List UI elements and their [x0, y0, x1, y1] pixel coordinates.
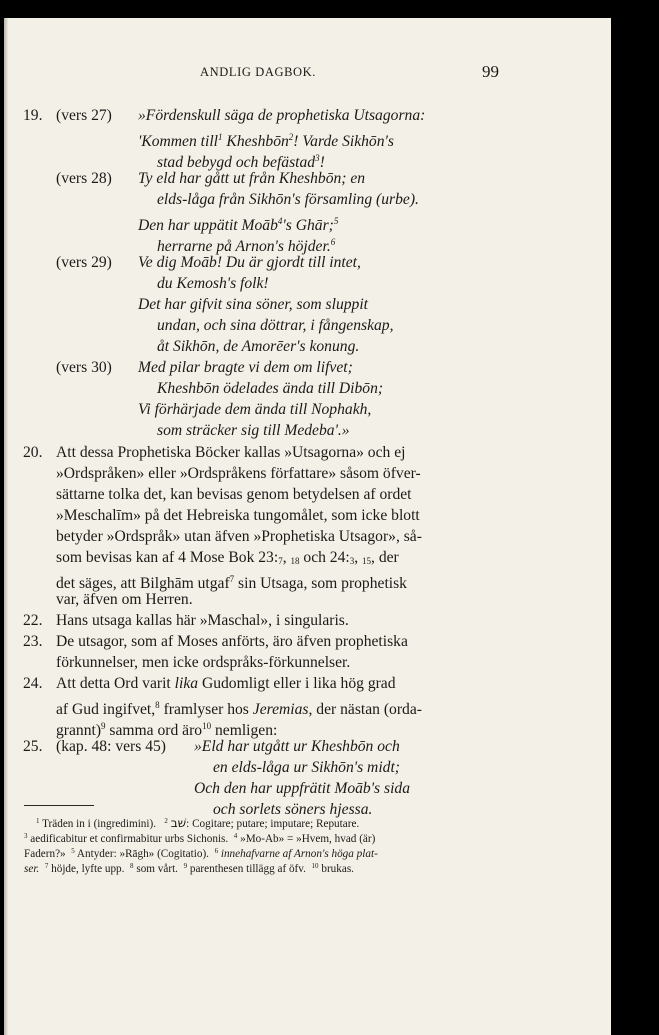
- verse-line: Ve dig Moāb! Du är gjordt till intet,: [138, 254, 361, 271]
- paragraph-line: Att dessa Prophetiska Böcker kallas »Utsagorna» och ej: [56, 444, 406, 461]
- entry-number: 20.: [23, 444, 43, 461]
- footnote-line: Fadern?» $^5$ Antyder: »Rāgh» (Cogitatio). $^6$ innehafvarne af Arnon's höga plat-: [24, 847, 378, 860]
- paragraph-line: Att detta Ord varit lika Gudomligt eller i lika hög grad: [56, 675, 396, 692]
- verse-line: åt Sikhōn, de Amorēer's konung.: [157, 338, 360, 355]
- page-number: 99: [482, 62, 499, 81]
- paragraph-line: af Gud ingifvet,$^8$ framlyser hos Jeremias, der nästan (orda-: [56, 700, 422, 718]
- footnote-divider: [24, 805, 94, 806]
- entry-number: 24.: [23, 675, 43, 692]
- verse-line: och sorlets söners hjessa.: [213, 801, 373, 818]
- verse-reference: (vers 29): [56, 254, 112, 271]
- running-title: ANDLIG DAGBOK.: [200, 65, 317, 79]
- footnote-line: $^1$ Träden in i (ingredimini). $^2$ שׁב: Cogitare; putare; imputare; Reputare.: [36, 816, 360, 830]
- verse-line: »Fördenskull säga de prophetiska Utsagorna:: [138, 107, 426, 124]
- verse-line: herrarne på Arnon's höjder.$^6$: [157, 237, 336, 255]
- verse-line: Med pilar bragte vi dem om lifvet;: [138, 359, 353, 376]
- verse-line: en elds-låga ur Sikhōn's midt;: [213, 759, 400, 776]
- paragraph-line: »Ordspråken» eller »Ordspråkens författare» såsom öfver-: [56, 465, 421, 482]
- paragraph-line: det säges, att Bilghām utgaf$^7$ sin Utsaga, som prophetisk: [56, 574, 407, 592]
- verse-line: Ty eld har gått ut från Kheshbōn; en: [138, 170, 366, 187]
- verse-line: Vi förhärjade dem ända till Nophakh,: [138, 401, 372, 418]
- verse-line: elds-låga från Sikhōn's församling (urbe).: [157, 191, 419, 208]
- paragraph-line: var, äfven om Herren.: [56, 591, 193, 608]
- page-spine-shadow: [4, 18, 8, 1035]
- verse-line: som sträcker sig till Medeba'.»: [157, 422, 350, 439]
- entry-number: 19.: [23, 107, 43, 124]
- paragraph-line: sättarne tolka det, kan bevisas genom betydelsen af ordet: [56, 486, 412, 503]
- paragraph-line: som bevisas kan af 4 Mose Bok $23:_7$, $_{18}$ och $24:_3$, $_{15}$, der: [56, 549, 399, 566]
- entry-number: 23.: [23, 633, 43, 650]
- paragraph-line: Hans utsaga kallas här »Maschal», i singularis.: [56, 612, 349, 629]
- paragraph-line: De utsagor, som af Moses anförts, äro äfven prophetiska: [56, 633, 408, 650]
- page-header: [4, 63, 611, 85]
- verse-line: Det har gifvit sina söner, som sluppit: [138, 296, 369, 313]
- verse-reference: (kap. 48: vers 45): [56, 738, 166, 755]
- verse-reference: (vers 30): [56, 359, 112, 376]
- verse-line: undan, och sina döttrar, i fångenskap,: [157, 317, 394, 334]
- paragraph-line: betyder »Ordspråk» utan äfven »Prophetiska Utsagor», så-: [56, 528, 422, 545]
- entry-number: 22.: [23, 612, 43, 629]
- paragraph-line: förkunnelser, men icke ordspråks-förkunnelser.: [56, 654, 351, 671]
- footnote-line: $^3$ aedificabitur et confirmabitur urbs Sichonis. $^4$ »Mo-Ab» = »Hvem, hvad (är): [24, 832, 376, 845]
- footnote-line: ser. $^7$ höjde, lyfte upp. $^8$ som vårt. $^9$ parenthesen tillägg af öfv. $^{10}$ brukas.: [24, 862, 354, 875]
- verse-line: »Eld har utgått ur Kheshbōn och: [194, 738, 400, 755]
- verse-line: du Kemosh's folk!: [157, 275, 269, 292]
- verse-reference: (vers 27): [56, 107, 112, 124]
- verse-line: Den har uppätit Moāb$^4$'s Ghār;$^5$: [138, 216, 339, 234]
- paragraph-line: »Meschalīm» på det Hebreiska tungomålet, som icke blott: [56, 507, 420, 524]
- verse-line: stad bebygd och befästad$^3$!: [157, 153, 325, 171]
- verse-reference: (vers 28): [56, 170, 112, 187]
- book-page: [4, 18, 611, 1035]
- paragraph-line: grannt)$^9$ samma ord äro$^{10}$ nemligen:: [56, 721, 278, 739]
- verse-line: Kheshbōn ödelades ända till Dibōn;: [157, 380, 384, 397]
- verse-line: 'Kommen till$^1$ Kheshbōn$^2$! Varde Sikhōn's: [138, 132, 394, 150]
- entry-number: 25.: [23, 738, 43, 755]
- verse-line: Och den har uppfrätit Moāb's sida: [194, 780, 411, 797]
